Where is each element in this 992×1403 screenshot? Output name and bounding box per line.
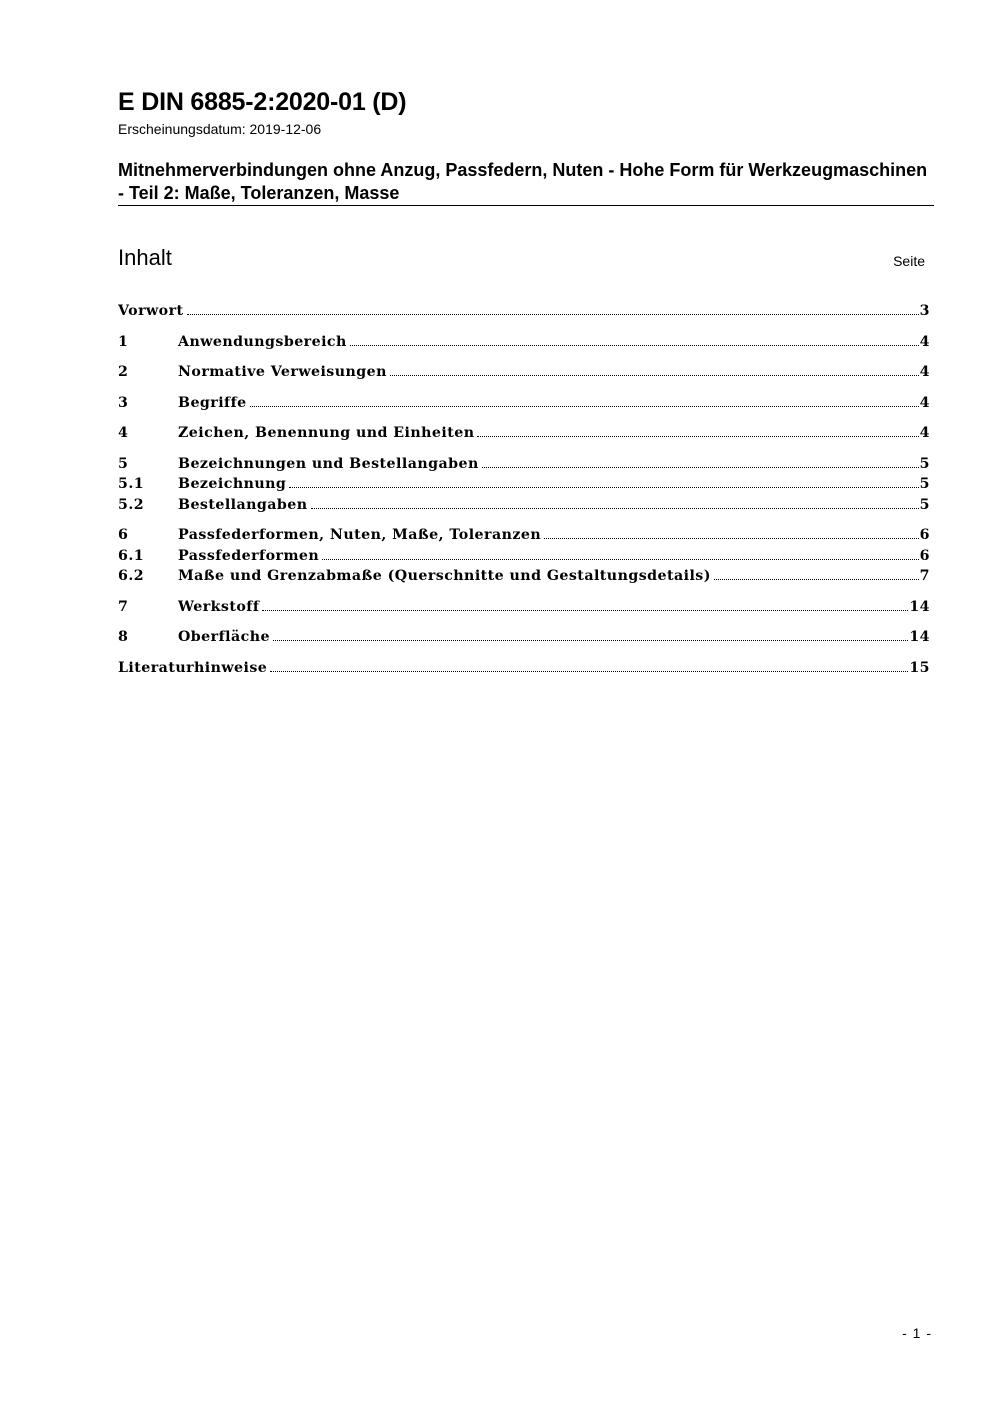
toc-page-column-label: Seite [893, 253, 925, 269]
toc-entry-label: Anwendungsbereich [178, 333, 347, 350]
toc-dot-leader [544, 538, 919, 539]
toc-entry-page: 4 [919, 333, 930, 350]
toc-entry-label: Passfederformen [178, 547, 320, 564]
toc-entry-number: 1 [118, 333, 129, 350]
toc-entry-5-1[interactable] [118, 476, 930, 497]
toc-entry-label: Werkstoff [178, 598, 260, 615]
toc-entry-label: Bezeichnung [178, 476, 287, 492]
toc-dot-leader [270, 671, 908, 672]
toc-entry-page: 4 [919, 425, 930, 441]
toc-entry-number: 2 [118, 364, 129, 380]
toc-entry-label: Passfederformen, Nuten, Maße, Toleranzen [178, 527, 542, 543]
toc-dot-leader [250, 406, 919, 407]
toc-entry-number: 6.2 [118, 568, 145, 584]
toc-entry-page: 3 [919, 303, 930, 319]
table-of-contents [118, 303, 930, 680]
title-divider [118, 205, 934, 206]
toc-entry-label: Begriffe [178, 394, 247, 411]
toc-dot-leader [322, 559, 919, 560]
toc-dot-leader [273, 640, 908, 641]
toc-dot-leader [187, 314, 919, 315]
toc-entry-5[interactable] [118, 456, 930, 477]
toc-entry-number: 8 [118, 629, 129, 645]
toc-entry-7[interactable] [118, 599, 930, 620]
toc-entry-2[interactable] [118, 364, 930, 385]
toc-entry-literaturhinweise[interactable] [118, 660, 930, 681]
toc-entry-page: 5 [919, 476, 930, 492]
toc-dot-leader [482, 467, 919, 468]
toc-entry-6-2[interactable] [118, 568, 930, 589]
toc-entry-number: 7 [118, 598, 129, 615]
toc-entry-label: Maße und Grenzabmaße (Querschnitte und Gestaltungsdetails) [178, 568, 711, 584]
toc-entry-number: 6 [118, 527, 129, 543]
toc-entry-page: 6 [919, 547, 930, 564]
toc-entry-label: Normative Verweisungen [178, 364, 387, 380]
toc-entry-number: 4 [118, 425, 129, 441]
toc-entry-page: 14 [909, 629, 930, 645]
toc-entry-label: Oberfläche [178, 629, 270, 645]
toc-entry-4[interactable] [118, 425, 930, 446]
toc-entry-label: Literaturhinweise [118, 659, 268, 676]
toc-dot-leader [714, 579, 919, 580]
publication-date: Erscheinungsdatum: 2019-12-06 [118, 121, 322, 137]
document-id: E DIN 6885-2:2020-01 (D) [118, 88, 407, 116]
toc-entry-6-1[interactable] [118, 548, 930, 569]
toc-dot-leader [289, 487, 918, 488]
toc-entry-label: Vorwort [118, 303, 184, 319]
toc-dot-leader [390, 375, 919, 376]
document-title: Mitnehmerverbindungen ohne Anzug, Passfedern, Nuten - Hohe Form für Werkzeugmaschinen - Teil 2: Maße, Toleranzen, Masse [118, 160, 928, 203]
toc-entry-page: 15 [909, 659, 930, 676]
toc-entry-page: 5 [919, 455, 930, 472]
toc-entry-6[interactable] [118, 527, 930, 548]
toc-entry-label: Bezeichnungen und Bestellangaben [178, 455, 479, 472]
toc-heading: Inhalt [118, 245, 172, 270]
toc-entry-label: Zeichen, Benennung und Einheiten [178, 425, 475, 441]
toc-dot-leader [350, 345, 919, 346]
toc-entry-number: 5 [118, 455, 129, 472]
toc-entry-number: 5.2 [118, 496, 145, 513]
toc-entry-page: 4 [919, 394, 930, 411]
toc-entry-8[interactable] [118, 629, 930, 650]
toc-entry-page: 14 [909, 598, 930, 615]
toc-dot-leader [477, 436, 918, 437]
toc-entry-number: 3 [118, 394, 129, 411]
toc-entry-label: Bestellangaben [178, 496, 308, 513]
toc-entry-number: 6.1 [118, 547, 145, 564]
toc-dot-leader [311, 508, 919, 509]
toc-entry-page: 6 [919, 527, 930, 543]
toc-entry-page: 7 [919, 568, 930, 584]
toc-entry-vorwort[interactable] [118, 303, 930, 324]
toc-dot-leader [262, 610, 908, 611]
toc-entry-page: 4 [919, 364, 930, 380]
toc-entry-3[interactable] [118, 395, 930, 416]
page-number: - 1 - [902, 1325, 932, 1341]
toc-entry-page: 5 [919, 496, 930, 513]
toc-entry-5-2[interactable] [118, 497, 930, 518]
toc-entry-1[interactable] [118, 334, 930, 355]
toc-entry-number: 5.1 [118, 476, 145, 492]
